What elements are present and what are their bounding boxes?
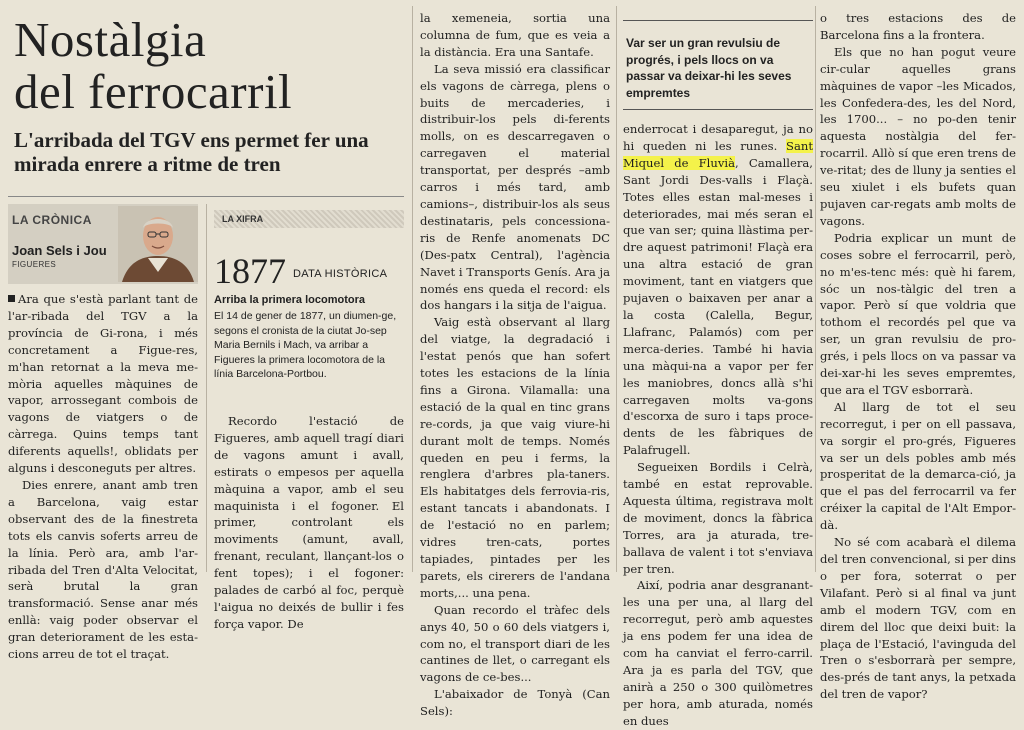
bullet-square-icon xyxy=(8,295,15,302)
article-column-5 xyxy=(820,10,1016,703)
paragraph: enderrocat i desaparegut, ja no hi queden ni les runes. Sant Miquel de Fluvià, Camallera, Sant Jordi Des-valls i Flaçà. Totes elles estan mal-meses i deteriorades, mai més seran el que van ser; quina llàstima per-dre aquest patrimoni! Flaçà era una altra estació de gran moviment, tant en viatgers que pujaven o baixaven per anar a la costa (Calella, Begur, Llafranc, Palamós) com per merca-deries. També hi havia una màqui-na a vapor per fer les maniobres, doncs allà s'hi carregaven molts va-gons d'escorxa de suro i taps proce-dents de les fàbriques de Palafrugell. xyxy=(623,122,813,458)
article-column-2 xyxy=(214,413,404,633)
section-label-xifra: LA XIFRA xyxy=(222,214,264,224)
paragraph: Vaig està observant al llarg del viatge, la degradació i l'estat penós que han sofert totes les estacions de la línia fins a Girona. Vilamalla: una estació de la qual en tinc grans re-cords, ja que vaig viure-hi durant molt de temps. Només queden en peu i ferms, la renglera d'arbres pla-taners. Els habitatges dels ferrovia-ris, estant tancats i abandonats. I de l'estació no en parlem; vidres tren-cats, portes tapiades, pintades per les parets, els cirerers de l'andana morts,... una pena. xyxy=(420,315,610,600)
fact-body: El 14 de gener de 1877, un diumen-ge, segons el cronista de la ciutat Jo-sep Maria Bernils i Mach, va arribar a Figueres la primera locomotora de la línia Barcelona-Portbou. xyxy=(214,310,397,381)
column-rule xyxy=(616,6,617,572)
column-rule xyxy=(815,6,816,572)
author-city: FIGUERES xyxy=(12,260,57,269)
paragraph: L'abaixador de Tonyà (Can Sels): xyxy=(420,687,610,719)
paragraph: Recordo l'estació de Figueres, amb aquell tragí diari de vagons amunt i avall, estirats o empesos per aquella màquina a vapor, amb el seu maquinista i el fogoner. El primer, controlant els moviments (amunt, avall, frenant, reculant, llançant-los o fent topes); i el fogoner: palades de carbó al foc, perquè l'aigua no deixés de bullir i fes força vapor. De xyxy=(214,414,404,631)
headline-subtitle: L'arribada del TGV ens permet fer una mirada enrere a ritme de tren xyxy=(14,128,369,176)
paragraph: la xemeneia, sortia una columna de fum, que es veia a la distància. Era una Santafe. xyxy=(420,11,610,59)
article-column-1 xyxy=(8,291,198,663)
paragraph: No sé com acabarà el dilema del tren convencional, si per dins o per fora, soterrat o per Vilafant. Però si al final va junt amb el modern TGV, com en direm del lloc que deixi buit: la plaça de l'Estació, l'avinguda del Tren o s'esborrarà per sempre, des-prés de tant anys, la petxada del tren de vapor? xyxy=(820,535,1016,702)
article-column-3 xyxy=(420,10,610,720)
fact-headline: Arriba la primera locomotora xyxy=(214,294,365,306)
paragraph: Segueixen Bordils i Celrà, també en estat reprovable. Aquesta última, registrava molt de moviment, doncs la fàbrica Torres, ara ja aturada, tre-ballava de valent i tot s'enviava per tren. xyxy=(623,460,813,576)
author-portrait-icon xyxy=(118,206,198,282)
paragraph: La seva missió era classificar els vagons de càrrega, plens o buits de mercaderies, i distribuir-los pels di-ferents molls, on es descarregaven o carregaven el material transportat, per després –amb carros i més tard, amb camions–, distribuir-los als seus destinataris, pels concessiona-ris de Renfe anomenats DC (Des-patx Central), l'agència Navet i Transports Genís. Ara ja només ens queda el record: els dos hangars i la sitja de l'aigua. xyxy=(420,61,610,313)
article-column-4 xyxy=(623,121,813,730)
paragraph: Quan recordo el tràfec dels anys 40, 50 o 60 dels viatgers i, com no, el transport diari de les cantines de llet, o carregant els vagons de ce-bes... xyxy=(420,602,610,685)
author-name: Joan Sels i Jou xyxy=(12,243,107,258)
paragraph: Dies enrere, anant amb tren a Barcelona, vaig estar observant des de la finestreta tots els canvis soferts arreu de la línia. Però ara, amb l'ar-ribada del Tren d'Alta Velocitat, serà brutal la gran transformació. Sense anar més enllà: vaig poder observar el gran deteriorament de les esta-cions arreu de tot el traçat. xyxy=(8,477,198,662)
headline-title: Nostàlgia del ferrocarril xyxy=(14,12,293,119)
paragraph: Al llarg de tot el seu recorregut, i per on ell passava, va sorgir el pro-grés, Figueres va ser un dels pobles amb més prosperitat de la demarca-ció, ja que el pas del ferrocarril va fer créixer la capital de l'Alt Empor-dà. xyxy=(820,399,1016,533)
column-rule xyxy=(412,6,413,572)
paragraph: Els que no han pogut veure cir-cular aquelles grans màquines de vapor –les Micados, les Confedera-des, les del Nord, les 1700... – no po-den tenir aquesta nostàlgia del fer-rocarril. Allò sí que eren trens de ve-ritat; des de lluny ja senties el seu xiulet i els bufets quan pujaven car-regats amb molts de vagons. xyxy=(820,44,1016,228)
section-label-cronica: LA CRÒNICA xyxy=(12,213,92,227)
author-photo xyxy=(118,206,198,282)
key-figure-year: 1877 xyxy=(214,251,286,291)
paragraph: Així, podria anar desgranant-les una per una, al llarg del recorregut, però amb aquestes ja ens podem fer una idea de com ha canviat el ferro-carril. Ara ja es parla del TGV, que anirà a 250 o 300 quilòmetres per hora, amb aturada, només en dues xyxy=(623,578,813,728)
paragraph: o tres estacions des de Barcelona fins a la frontera. xyxy=(820,11,1016,42)
highlighted-text: Sant Miquel de Fluvià xyxy=(623,138,813,170)
paragraph: Ara que s'està parlant tant de l'ar-ribada del TGV a la província de Gi-rona, i més concretament a Figue-res, m'han retornat a la meva me-mòria aquelles màquines de vapor, arrossegant combois de vagons de viatgers o de càrrega. Quins temps tant diferents aquells!, oblidats per alguns i desconeguts per altres. xyxy=(8,292,198,476)
pull-quote: Var ser un gran revulsiu de progrés, i pels llocs on va passar va deixar-hi les seves empremtes xyxy=(626,36,792,100)
column-rule xyxy=(206,204,207,572)
divider xyxy=(8,196,404,197)
key-figure-caption: DATA HISTÒRICA xyxy=(293,268,388,280)
paragraph: Podria explicar un munt de coses sobre el ferrocarril, però, no m'es-tenc més: què hi farem, sóc un nos-tàlgic del tren a vapor. Però sí que voldria que tothom el recordés pel que va ser, un gran revulsiu de pro-grés, i pels llocs on va passar va dei-xar-hi les seves empremtes, que ara el TGV esborrarà. xyxy=(820,230,1016,397)
